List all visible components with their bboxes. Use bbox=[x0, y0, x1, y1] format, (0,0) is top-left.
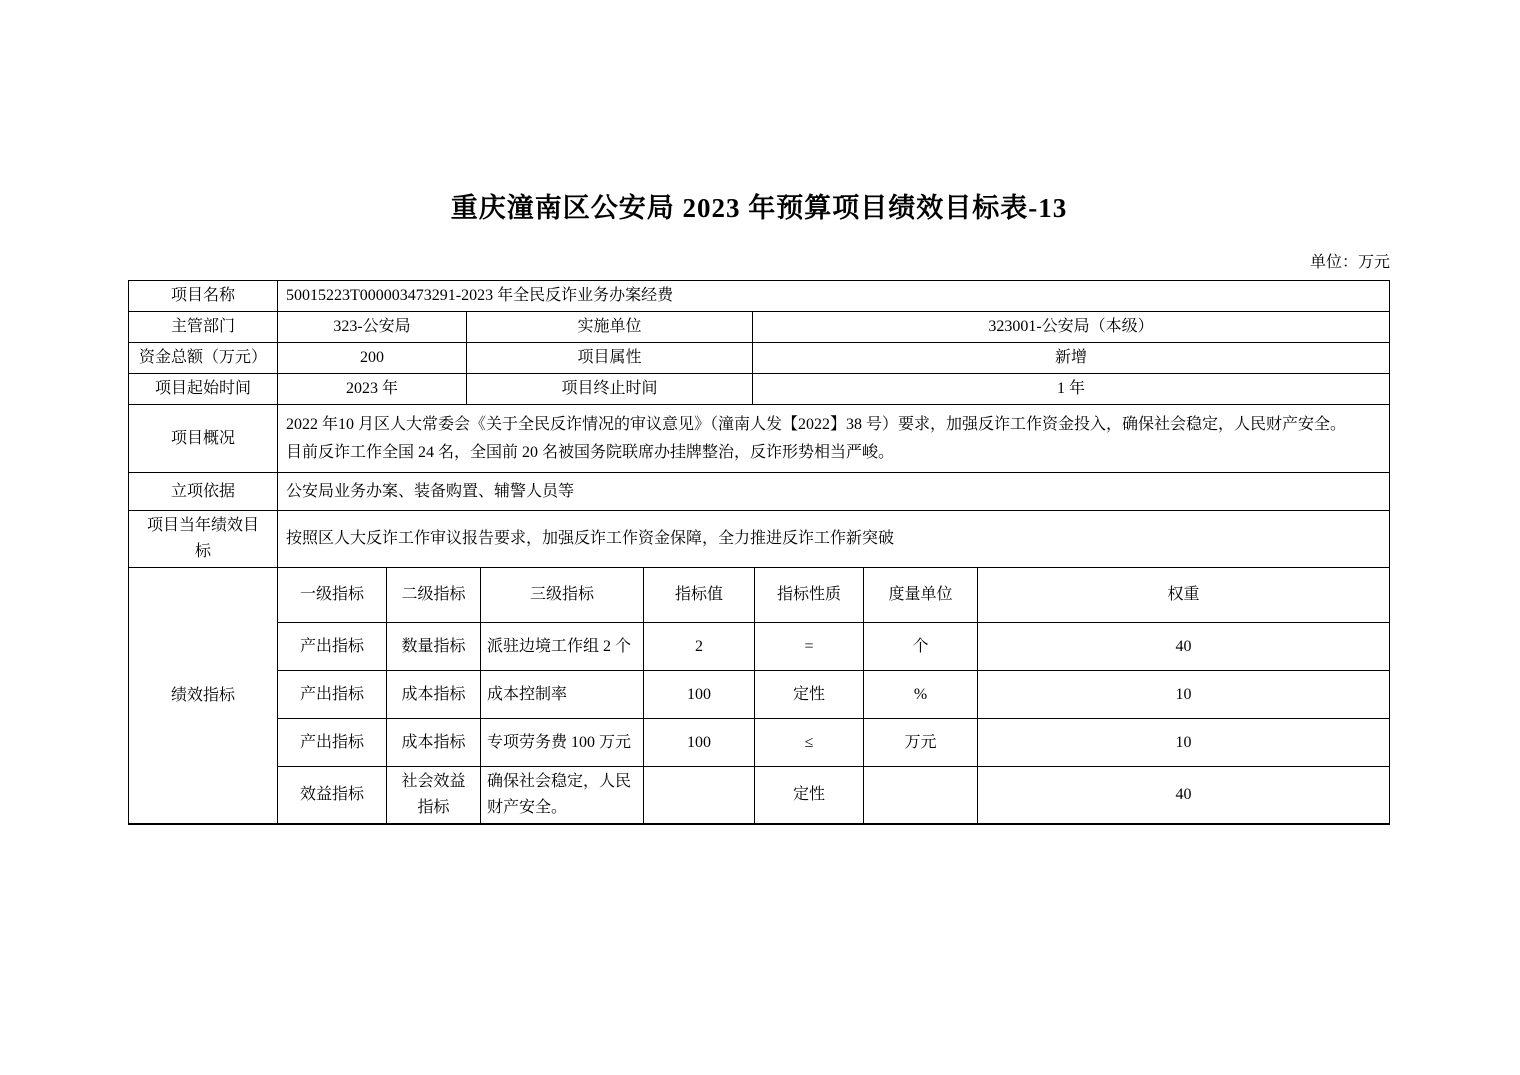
indicator-nature: ≤ bbox=[755, 719, 864, 767]
indicator-nature: 定性 bbox=[755, 671, 864, 719]
document-page bbox=[128, 0, 1390, 825]
project-attr-value: 新增 bbox=[753, 343, 1390, 374]
performance-indicators-table bbox=[128, 567, 1390, 825]
page-title: 重庆潼南区公安局 2023 年预算项目绩效目标表-13 bbox=[450, 193, 1068, 223]
header-unit: 度量单位 bbox=[864, 568, 978, 623]
fund-total-value: 200 bbox=[278, 343, 467, 374]
dept-value: 323-公安局 bbox=[278, 312, 467, 343]
header-nature: 指标性质 bbox=[755, 568, 864, 623]
indicator-weight: 40 bbox=[978, 623, 1390, 671]
indicator-level3: 派驻边境工作组 2 个 bbox=[481, 623, 644, 671]
indicator-level2: 成本指标 bbox=[387, 719, 481, 767]
impl-unit-value: 323001-公安局（本级） bbox=[753, 312, 1390, 343]
unit-note: 单位：万元 bbox=[1309, 254, 1390, 271]
table-row bbox=[129, 312, 1390, 343]
indicator-value: 100 bbox=[644, 719, 755, 767]
indicators-section-label: 绩效指标 bbox=[129, 568, 278, 825]
indicator-level2: 数量指标 bbox=[387, 623, 481, 671]
header-level2: 二级指标 bbox=[387, 568, 481, 623]
basis-value: 公安局业务办案、装备购置、辅警人员等 bbox=[278, 473, 1390, 511]
start-time-label: 项目起始时间 bbox=[129, 374, 278, 405]
indicator-value: 100 bbox=[644, 671, 755, 719]
project-info-table bbox=[128, 280, 1390, 568]
indicator-row bbox=[129, 719, 1390, 767]
indicator-level2: 成本指标 bbox=[387, 671, 481, 719]
basis-label: 立项依据 bbox=[129, 473, 278, 511]
indicator-level3: 专项劳务费 100 万元 bbox=[481, 719, 644, 767]
indicator-level2: 社会效益指标 bbox=[387, 767, 481, 825]
indicator-nature: = bbox=[755, 623, 864, 671]
indicator-weight: 10 bbox=[978, 719, 1390, 767]
indicator-row bbox=[129, 671, 1390, 719]
indicator-unit bbox=[864, 767, 978, 825]
indicator-header-row bbox=[129, 568, 1390, 623]
header-weight: 权重 bbox=[978, 568, 1390, 623]
indicator-value: 2 bbox=[644, 623, 755, 671]
indicator-weight: 40 bbox=[978, 767, 1390, 825]
table-row bbox=[129, 343, 1390, 374]
project-name-label: 项目名称 bbox=[129, 281, 278, 312]
project-attr-label: 项目属性 bbox=[467, 343, 753, 374]
impl-unit-label: 实施单位 bbox=[467, 312, 753, 343]
indicator-level1: 效益指标 bbox=[278, 767, 387, 825]
indicator-row bbox=[129, 623, 1390, 671]
annual-goal-value: 按照区人大反诈工作审议报告要求，加强反诈工作资金保障，全力推进反诈工作新突破 bbox=[278, 511, 1390, 568]
indicator-level1: 产出指标 bbox=[278, 623, 387, 671]
overview-line-1: 2022 年10 月区人大常委会《关于全民反诈情况的审议意见》（潼南人发【2022】38 号）要求，加强反诈工作资金投入，确保社会稳定，人民财产安全。 bbox=[286, 415, 1347, 433]
indicator-level1: 产出指标 bbox=[278, 671, 387, 719]
table-row bbox=[129, 473, 1390, 511]
table-row bbox=[129, 405, 1390, 473]
indicator-level1: 产出指标 bbox=[278, 719, 387, 767]
indicator-nature: 定性 bbox=[755, 767, 864, 825]
table-row bbox=[129, 281, 1390, 312]
header-value: 指标值 bbox=[644, 568, 755, 623]
overview-line-2: 目前反诈工作全国 24 名，全国前 20 名被国务院联席办挂牌整治，反诈形势相当严峻。 bbox=[286, 443, 895, 461]
indicator-value bbox=[644, 767, 755, 825]
table-row bbox=[129, 374, 1390, 405]
indicator-level3: 确保社会稳定，人民财产安全。 bbox=[481, 767, 644, 825]
indicator-unit: % bbox=[864, 671, 978, 719]
project-name-value: 50015223T000003473291-2023 年全民反诈业务办案经费 bbox=[278, 281, 1390, 312]
indicator-weight: 10 bbox=[978, 671, 1390, 719]
indicator-row bbox=[129, 767, 1390, 825]
table-row bbox=[129, 511, 1390, 568]
indicator-unit: 万元 bbox=[864, 719, 978, 767]
fund-total-label: 资金总额（万元） bbox=[129, 343, 278, 374]
overview-value bbox=[278, 405, 1390, 473]
indicator-unit: 个 bbox=[864, 623, 978, 671]
overview-label: 项目概况 bbox=[129, 405, 278, 473]
end-time-label: 项目终止时间 bbox=[467, 374, 753, 405]
dept-label: 主管部门 bbox=[129, 312, 278, 343]
header-level3: 三级指标 bbox=[481, 568, 644, 623]
start-time-value: 2023 年 bbox=[278, 374, 467, 405]
end-time-value: 1 年 bbox=[753, 374, 1390, 405]
indicator-level3: 成本控制率 bbox=[481, 671, 644, 719]
header-level1: 一级指标 bbox=[278, 568, 387, 623]
annual-goal-label: 项目当年绩效目标 bbox=[129, 511, 278, 568]
